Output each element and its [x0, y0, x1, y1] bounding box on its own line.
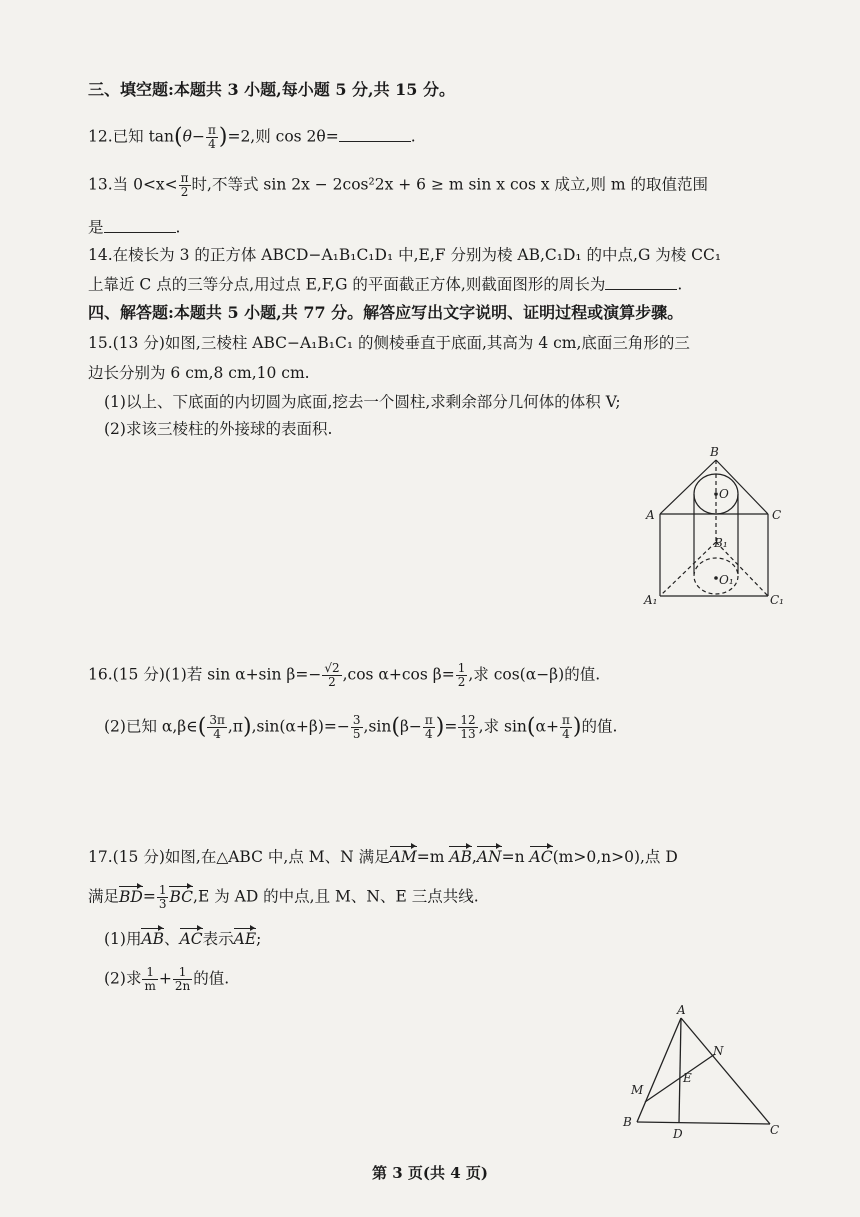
label-A1: A₁	[644, 593, 658, 607]
triangle-figure	[615, 1002, 795, 1142]
label-C: C	[772, 508, 782, 522]
label-M: M	[631, 1083, 644, 1097]
question-15-part2: (2)求该三棱柱的外接球的表面积.	[104, 420, 333, 438]
label-B: B	[710, 445, 719, 459]
question-13-line2: 是 .	[88, 216, 180, 237]
question-14-line1: 14.在棱长为 3 的正方体 ABCD−A₁B₁C₁D₁ 中,E,F 分别为棱 AB,C₁D₁ 的中点,G 为棱 CC₁	[88, 246, 722, 264]
q12-mid: =2,则 cos 2θ=	[227, 127, 339, 146]
label-O: O	[719, 487, 729, 501]
question-13: 13.当 0<x< $\frac{\pi}{2}$ 时,不等式 sin 2x − 2cos²2x + 6 ≥ m sin x cos x 成立,则 m 的取值范围	[88, 171, 709, 200]
question-17-line1: 17.(15 分)如图,在△ABC 中,点 M、N 满足AM=m AB,AN=n AC(m>0,n>0),点 D	[88, 848, 678, 866]
question-17-part2: (2)求 $\frac{1}{m}$ + $\frac{1}{2n}$ 的值.	[104, 965, 230, 994]
answer-blank-14	[605, 273, 677, 290]
prism-figure	[640, 444, 800, 614]
label-A: A	[646, 508, 655, 522]
label-C1: C₁	[770, 593, 784, 607]
page-number-footer: 第 3 页(共 4 页)	[372, 1164, 488, 1182]
question-15-line1: 15.(13 分)如图,三棱柱 ABC−A₁B₁C₁ 的侧棱垂直于底面,其高为 4 cm,底面三角形的三	[88, 334, 690, 352]
label-C: C	[770, 1123, 780, 1137]
label-B: B	[623, 1115, 632, 1129]
label-D: D	[673, 1127, 683, 1141]
section-4-heading: 四、解答题:本题共 5 小题,共 77 分。解答应写出文字说明、证明过程或演算步骤。	[88, 303, 684, 322]
question-17-line2: 满足BD= $\frac{1}{3}$ BC,E 为 AD 的中点,且 M、N、E 三点共线.	[88, 883, 479, 912]
q12-prefix: 12.已知 tan	[88, 127, 175, 146]
question-17-part1: (1)用AB、AC表示AE;	[104, 930, 262, 948]
section-3-heading: 三、填空题:本题共 3 小题,每小题 5 分,共 15 分。	[88, 80, 456, 99]
question-15-part1: (1)以上、下底面的内切圆为底面,挖去一个圆柱,求剩余部分几何体的体积 V;	[104, 393, 621, 411]
label-A: A	[677, 1003, 686, 1017]
question-14-line2: 上靠近 C 点的三等分点,用过点 E,F,G 的平面截正方体,则截面图形的周长为 .	[88, 273, 682, 294]
answer-blank-13	[104, 216, 176, 233]
question-15-line2: 边长分别为 6 cm,8 cm,10 cm.	[88, 364, 310, 382]
question-12: 12.已知 tan(θ− $\frac{\pi}{4}$ )=2,则 cos 2θ= .	[88, 123, 416, 152]
question-16-part2: (2)已知 α,β∈( $\frac{3\pi}{4}$ ,π),sin(α+β)=− $\frac{3}{5}$ ,sin(β− $\frac{\pi}{4}$ )= $\frac{12}{13}$ ,求 sin(α+ $\frac{\pi}{4}$ )的值.	[104, 713, 618, 742]
q12-frac: $\frac{\pi}{4}$	[207, 123, 216, 152]
label-O1: O₁	[719, 573, 734, 587]
question-16-part1: 16.(15 分)(1)若 sin α+sin β=− $\frac{√2}{2}$ ,cos α+cos β= $\frac{1}{2}$ ,求 cos(α−β)的值.	[88, 661, 601, 690]
label-E: E	[683, 1071, 692, 1085]
label-B1: B₁	[714, 536, 728, 550]
answer-blank-12	[339, 125, 411, 142]
label-N: N	[713, 1044, 724, 1058]
